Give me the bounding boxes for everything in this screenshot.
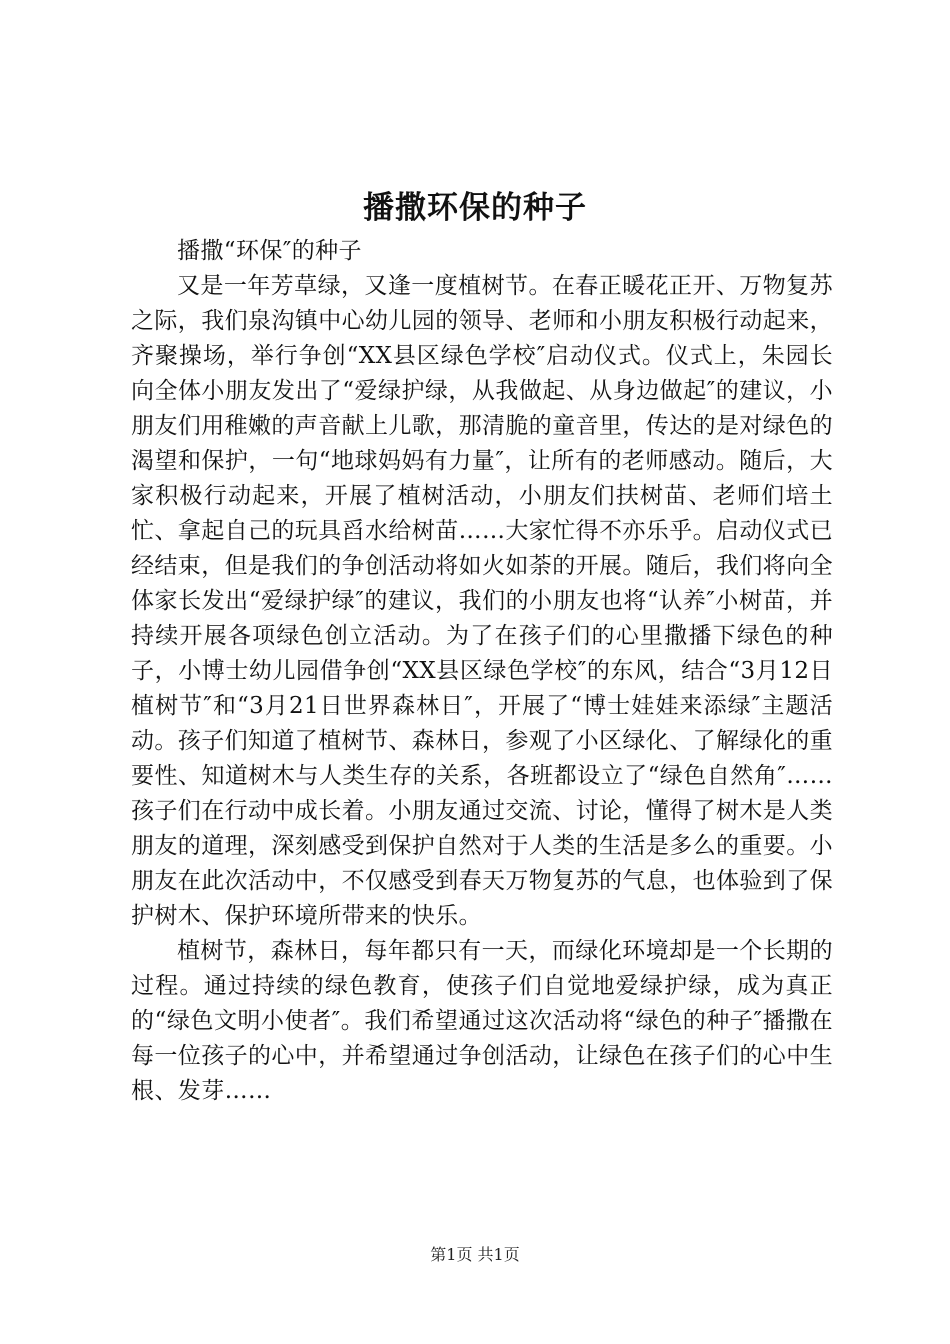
paragraph-closing: 植树节，森林日，每年都只有一天，而绿化环境却是一个长期的过程。通过持续的绿色教育，使孩子们自觉地爱绿护绿，成为真正的“绿色文明小使者″。我们希望通过这次活动将“绿色的种子″播撒在每一位孩子的心中，并希望通过争创活动，让绿色在孩子们的心中生根、发芽…… (131, 938, 833, 1104)
paragraph-main: 又是一年芳草绿，又逢一度植树节。在春正暖花正开、万物复苏之际，我们泉沟镇中心幼儿园的领导、老师和小朋友积极行动起来，齐聚操场，举行争创“XX县区绿色学校″启动仪式。仪式上，朱园长向全体小朋友发出了“爱绿护绿，从我做起、从身边做起″的建议，小朋友们用稚嫩的声音献上儿歌，那清脆的童音里，传达的是对绿色的渴望和保护，一句“地球妈妈有力量″，让所有的老师感动。随后，大家积极行动起来，开展了植树活动，小朋友们扶树苗、老师们培土忙、拿起自己的玩具舀水给树苗……大家忙得不亦乐乎。启动仪式已经结束，但是我们的争创活动将如火如荼的开展。随后，我们将向全体家长发出“爱绿护绿″的建议，我们的小朋友也将“认养″小树苗，并持续开展各项绿色创立活动。为了在孩子们的心里撒播下绿色的种子，小博士幼儿园借争创“XX县区绿色学校″的东风，结合“3月12日植树节″和“3月21日世界森林日″，开展了“博士娃娃来添绿″主题活动。孩子们知道了植树节、森林日，参观了小区绿化、了解绿化的重要性、知道树木与人类生存的关系，各班都设立了“绿色自然角″……孩子们在行动中成长着。小朋友通过交流、讨论，懂得了树木是人类朋友的道理，深刻感受到保护自然对于人类的生活是多么的重要。小朋友在此次活动中，不仅感受到春天万物复苏的气息，也体验到了保护树木、保护环境所带来的快乐。 (131, 273, 833, 929)
page-number-footer: 第1页 共1页 (430, 1245, 520, 1264)
paragraph-subtitle: 播撒“环保″的种子 (177, 238, 362, 264)
document-body (131, 234, 833, 1109)
document-title: 播撒环保的种子 (363, 190, 587, 226)
